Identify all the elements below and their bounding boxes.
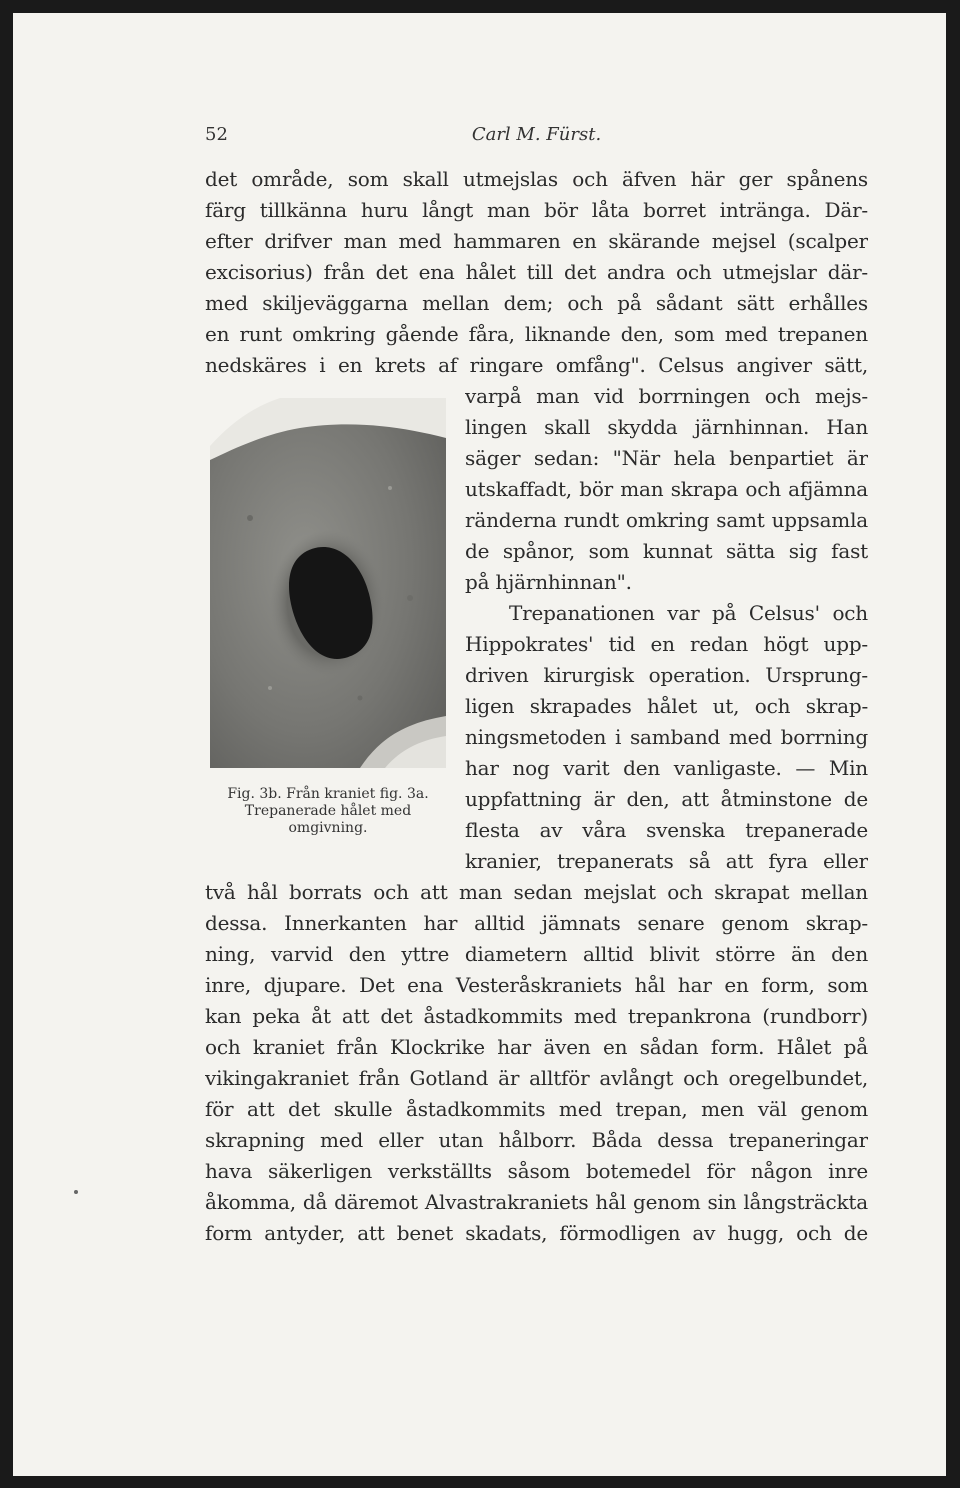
text-line: de spånor, som kunnat sätta sig fast: [465, 539, 868, 563]
caption-line: Fig. 3b. Från kraniet fig. 3a.: [227, 786, 429, 802]
text-line: lingen skall skydda järnhinnan. Han: [465, 415, 868, 439]
skull-trepanation-photo: [210, 398, 446, 768]
figure-caption: [204, 786, 452, 837]
text-line: Trepanationen var på Celsus' och: [509, 601, 868, 625]
text-line: excisorius) från det ena hålet till det andra och utmejslar där-: [205, 260, 868, 284]
text-line: Hippokrates' tid en redan högt upp-: [465, 632, 868, 656]
text-line: det område, som skall utmejslas och äfven här ger spånens: [205, 167, 868, 191]
text-line: skrapning med eller utan hålborr. Båda dessa trepaneringar: [205, 1128, 868, 1152]
text-line: säger sedan: "När hela benpartiet är: [465, 446, 868, 470]
text-line: hava säkerligen verkställts såsom botemedel för någon inre: [205, 1159, 868, 1183]
text-line: på hjärnhinnan".: [465, 570, 632, 594]
running-head: Carl M. Fürst.: [471, 124, 602, 145]
text-line: kan peka åt att det åstadkommits med trepankrona (rundborr): [205, 1004, 868, 1028]
page-header: [205, 124, 868, 148]
text-line: varpå man vid borrningen och mejs-: [465, 384, 868, 408]
text-line: en runt omkring gående fåra, liknande den, som med trepanen: [205, 322, 868, 346]
text-line: färg tillkänna huru långt man bör låta borret intränga. Där-: [205, 198, 868, 222]
skull-photo-graphic: [210, 398, 446, 768]
text-line: ränderna rundt omkring samt uppsamla: [465, 508, 868, 532]
text-line: ningsmetoden i samband med borrning: [465, 725, 868, 749]
text-line: kranier, trepanerats så att fyra eller: [465, 849, 868, 873]
text-line: form antyder, att benet skadats, förmodligen av hugg, och de: [205, 1221, 868, 1245]
text-line: flesta av våra svenska trepanerade: [465, 818, 868, 842]
text-line: har nog varit den vanligaste. — Min: [465, 756, 868, 780]
page-number: 52: [205, 124, 228, 145]
text-line: efter drifver man med hammaren en skärande mejsel (scalper: [205, 229, 868, 253]
caption-line: Trepanerade hålet med: [244, 803, 412, 819]
caption-line: omgivning.: [288, 820, 368, 836]
text-line: med skiljeväggarna mellan dem; och på sådant sätt erhålles: [205, 291, 868, 315]
text-line: inre, djupare. Det ena Vesteråskraniets hål har en form, som: [205, 973, 868, 997]
text-line: för att det skulle åstadkommits med trepan, men väl genom: [205, 1097, 868, 1121]
text-line: ning, varvid den yttre diametern alltid blivit större än den: [205, 942, 868, 966]
text-line: dessa. Innerkanten har alltid jämnats senare genom skrap-: [205, 911, 868, 935]
paper-speck: [74, 1190, 78, 1194]
text-line: två hål borrats och att man sedan mejslat och skrapat mellan: [205, 880, 868, 904]
text-line: åkomma, då däremot Alvastrakraniets hål genom sin långsträckta: [205, 1190, 868, 1214]
text-line: och kraniet från Klockrike har även en sådan form. Hålet på: [205, 1035, 868, 1059]
text-line: utskaffadt, bör man skrapa och afjämna: [465, 477, 868, 501]
text-line: ligen skrapades hålet ut, och skrap-: [465, 694, 868, 718]
text-line: vikingakraniet från Gotland är alltför avlångt och oregelbundet,: [205, 1066, 868, 1090]
text-line: nedskäres i en krets af ringare omfång". Celsus angiver sätt,: [205, 353, 868, 377]
text-line: uppfattning är den, att åtminstone de: [465, 787, 868, 811]
text-line: driven kirurgisk operation. Ursprung-: [465, 663, 868, 687]
